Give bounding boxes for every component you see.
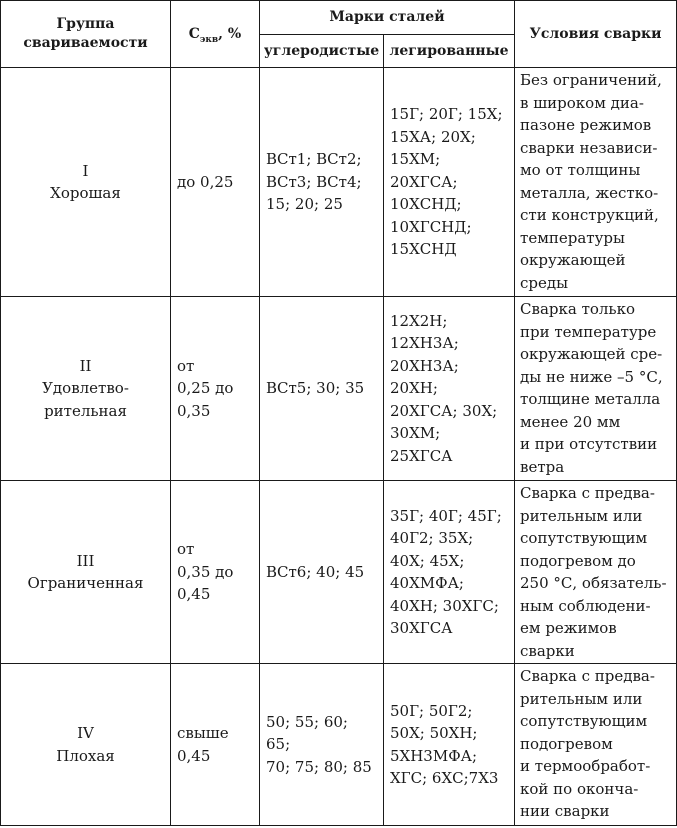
cell-conditions: Сварка с предва- рительным или сопутствующим подогревом и термообработ- кой по оконча- нии сварки xyxy=(515,664,677,826)
cell-carbon: ВСт5; 30; 35 xyxy=(260,297,384,481)
cell-group: III Ограниченная xyxy=(1,481,171,664)
table-row xyxy=(1,68,677,297)
cell-carbon: 50; 55; 60; 65; 70; 75; 80; 85 xyxy=(260,664,384,826)
cell-ceq: до 0,25 xyxy=(171,68,260,297)
table-row xyxy=(1,297,677,481)
cell-alloy: 15Г; 20Г; 15Х; 15ХА; 20Х; 15ХМ; 20ХГСА; 10ХСНД; 10ХГСНД; 15ХСНД xyxy=(384,68,515,297)
header-conditions: Условия сварки xyxy=(515,1,677,68)
cell-carbon: ВСт6; 40; 45 xyxy=(260,481,384,664)
cell-conditions: Без ограничений, в широком диа- пазоне режимов сварки независи- мо от толщины металла, жестко- сти конструкций, температуры окружающей среды xyxy=(515,68,677,297)
cell-alloy: 35Г; 40Г; 45Г; 40Г2; 35Х; 40Х; 45Х; 40ХМФА; 40ХН; 30ХГС; 30ХГСА xyxy=(384,481,515,664)
header-group: Группа свариваемости xyxy=(1,1,171,68)
header-ceq: $С_{экв}$, % xyxy=(171,1,260,68)
cell-alloy: 12Х2Н; 12ХН3А; 20ХН3А; 20ХН; 20ХГСА; 30Х; 30ХМ; 25ХГСА xyxy=(384,297,515,481)
cell-ceq: от 0,25 до 0,35 xyxy=(171,297,260,481)
table-row xyxy=(1,481,677,664)
cell-ceq: свыше 0,45 xyxy=(171,664,260,826)
header-carbon: углеродистые xyxy=(260,35,384,68)
cell-group: II Удовлетво- рительная xyxy=(1,297,171,481)
header-grades: Марки сталей xyxy=(260,1,515,35)
cell-conditions: Сварка с предва- рительным или сопутствующим подогревом до 250 °С, обязатель- ным соблюдени- ем режимов сварки xyxy=(515,481,677,664)
table-row xyxy=(1,664,677,826)
cell-conditions: Сварка только при температуре окружающей сре- ды не ниже –5 °С, толщине металла менее 20 мм и при отсутствии ветра xyxy=(515,297,677,481)
header-alloy: легированные xyxy=(384,35,515,68)
cell-alloy: 50Г; 50Г2; 50Х; 50ХН; 5ХН3МФА; ХГС; 6ХС;7Х3 xyxy=(384,664,515,826)
cell-group: IV Плохая xyxy=(1,664,171,826)
cell-ceq: от 0,35 до 0,45 xyxy=(171,481,260,664)
cell-group: I Хорошая xyxy=(1,68,171,297)
cell-carbon: ВСт1; ВСт2; ВСт3; ВСт4; 15; 20; 25 xyxy=(260,68,384,297)
